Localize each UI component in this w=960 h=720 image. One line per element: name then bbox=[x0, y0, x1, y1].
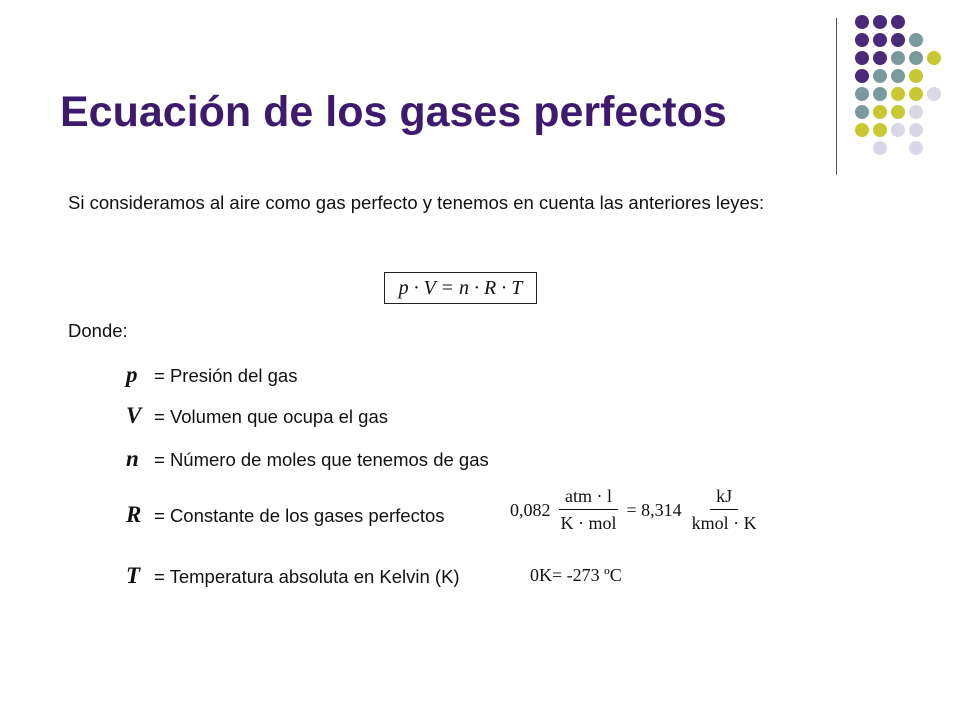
ideal-gas-formula: p · V = n · R · T bbox=[384, 272, 537, 304]
decorative-dot bbox=[891, 123, 905, 137]
gas-constant-values bbox=[510, 486, 767, 534]
decorative-dot bbox=[909, 105, 923, 119]
variable-description: = Número de moles que tenemos de gas bbox=[154, 449, 489, 470]
decorative-dot bbox=[927, 87, 941, 101]
gas-constant-fraction-1 bbox=[555, 486, 623, 534]
kelvin-conversion-note: 0K= -273 ºC bbox=[530, 565, 622, 585]
variable-symbol: V bbox=[126, 403, 142, 428]
variable-row-r bbox=[126, 502, 445, 528]
variable-row-n bbox=[126, 446, 489, 472]
variable-row-v bbox=[126, 403, 388, 429]
decorative-dot bbox=[891, 87, 905, 101]
decorative-dot bbox=[855, 51, 869, 65]
decorative-dot bbox=[873, 51, 887, 65]
variable-row-t bbox=[126, 563, 460, 589]
decorative-dot bbox=[873, 123, 887, 137]
fraction-denominator: kmol · K bbox=[691, 513, 757, 533]
donde-label: Donde: bbox=[68, 320, 128, 341]
decorative-dot bbox=[891, 33, 905, 47]
decorative-dot bbox=[873, 87, 887, 101]
variable-symbol: R bbox=[126, 502, 142, 527]
decorative-dot bbox=[873, 15, 887, 29]
variable-description: = Volumen que ocupa el gas bbox=[154, 406, 388, 427]
decorative-dot bbox=[873, 69, 887, 83]
decorative-dot bbox=[873, 141, 887, 155]
decorative-dot bbox=[873, 33, 887, 47]
variable-symbol: p bbox=[126, 362, 138, 387]
decorative-dot bbox=[891, 105, 905, 119]
decorative-dot bbox=[855, 33, 869, 47]
decorative-dot bbox=[891, 15, 905, 29]
decorative-dot bbox=[927, 51, 941, 65]
variable-description: = Temperatura absoluta en Kelvin (K) bbox=[154, 566, 460, 587]
decorative-dot bbox=[855, 69, 869, 83]
fraction-numerator: kJ bbox=[710, 486, 738, 510]
gas-constant-equals: = 8,314 bbox=[626, 499, 682, 520]
variable-description: = Presión del gas bbox=[154, 365, 298, 386]
decorative-divider bbox=[836, 18, 837, 175]
variable-row-p bbox=[126, 362, 297, 388]
variable-symbol: n bbox=[126, 446, 139, 471]
decorative-dot bbox=[909, 87, 923, 101]
decorative-dot bbox=[891, 69, 905, 83]
decorative-dot bbox=[891, 51, 905, 65]
decorative-dot bbox=[909, 69, 923, 83]
decorative-dot bbox=[909, 33, 923, 47]
decorative-dot bbox=[909, 141, 923, 155]
decorative-dot bbox=[855, 87, 869, 101]
decorative-dot bbox=[909, 123, 923, 137]
variable-symbol: T bbox=[126, 563, 141, 588]
fraction-numerator: atm · l bbox=[559, 486, 618, 510]
decorative-dot bbox=[873, 105, 887, 119]
decorative-dot bbox=[855, 105, 869, 119]
decorative-dot bbox=[855, 123, 869, 137]
variable-description: = Constante de los gases perfectos bbox=[154, 505, 445, 526]
gas-constant-coef: 0,082 bbox=[510, 499, 551, 520]
slide-title: Ecuación de los gases perfectos bbox=[60, 88, 727, 136]
fraction-denominator: K · mol bbox=[560, 513, 617, 533]
intro-paragraph: Si consideramos al aire como gas perfecto y tenemos en cuenta las anteriores leyes: bbox=[68, 192, 765, 213]
gas-constant-fraction-2 bbox=[686, 486, 763, 534]
decorative-dot bbox=[909, 51, 923, 65]
decorative-dot bbox=[855, 15, 869, 29]
